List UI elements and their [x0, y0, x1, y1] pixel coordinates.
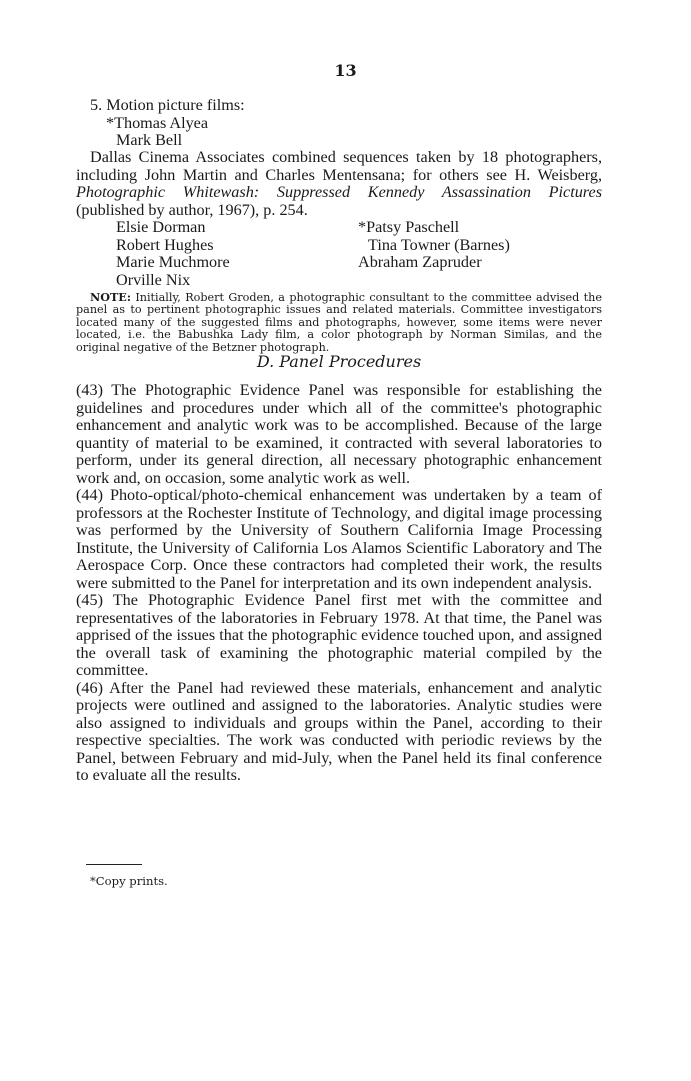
- intro-paragraph: [76, 149, 602, 219]
- paragraph-44: (44) Photo-optical/photo-chemical enhancement was undertaken by a team of professors at the Rochester Institute of Technology, and digital image processing was performed by the University of Southern California Image Processing Institute, the University of California Los Alamos Scientific Laboratory and The Aerospace Corp. Once these contractors had completed their work, the results were submitted to the Panel for interpretation and its own independent analysis.: [76, 486, 602, 592]
- note-text: Initially, Robert Groden, a photographic consultant to the committee advised the panel as to pertinent photographic issues and related materials. Committee investigators located many of the suggested films and photographs, however, some items were never located, i.e. the Babushka Lady film, a color photograph by Norman Similas, and the original negative of the Betzner photograph.: [76, 291, 602, 354]
- section-heading: D. Panel Procedures: [256, 352, 422, 371]
- film-list: [90, 97, 245, 150]
- note-paragraph: [76, 291, 602, 354]
- photographer-names: [116, 219, 596, 289]
- intro-text: Dallas Cinema Associates combined sequences taken by 18 photographers, including John Martin and Charles Mentensana; for others see H. Weisberg,: [76, 148, 602, 184]
- name-left: Robert Hughes: [116, 235, 214, 254]
- paragraph-45: (45) The Photographic Evidence Panel first met with the committee and representatives of the laboratories in February 1978. At that time, the Panel was apprised of the issues that the photographic evidence touched upon, and assigned the overall task of examining the photographic material compiled by the committee.: [76, 591, 602, 679]
- name-left: Elsie Dorman: [116, 218, 206, 236]
- name-right: Tina Towner (Barnes): [368, 235, 510, 254]
- page-number: 13: [334, 61, 357, 80]
- footnote: *Copy prints.: [90, 874, 168, 888]
- paragraph-43: (43) The Photographic Evidence Panel was responsible for establishing the guidelines and procedures under which all of the committee's photographic enhancement and analytic work was to be accomplished. Because of the large quantity of material to be examined, it contracted with several laboratories to perform, under its general direction, all necessary photographic enhancement work and, on occasion, some analytic work as well.: [76, 381, 602, 487]
- procedure-paragraphs: [76, 382, 602, 785]
- name-left: Orville Nix: [116, 270, 191, 289]
- note-label: NOTE:: [90, 290, 131, 304]
- name-right: Abraham Zapruder: [358, 253, 482, 271]
- paragraph-46: (46) After the Panel had reviewed these materials, enhancement and analytic projects were outlined and assigned to the laboratories. Analytic studies were also assigned to individuals and groups within the Panel, according to their respective specialties. The work was conducted with periodic reviews by the Panel, between February and mid-July, when the Panel held its final conference to evaluate all the results.: [76, 678, 602, 784]
- book-title: Photographic Whitewash: Suppressed Kennedy Assassination Pictures: [76, 183, 602, 201]
- film-list-item: *Thomas Alyea: [106, 113, 209, 132]
- name-left: Marie Muchmore: [116, 253, 230, 271]
- film-list-heading: 5. Motion picture films:: [90, 96, 245, 114]
- film-list-item: Mark Bell: [116, 131, 183, 149]
- footnote-rule: [86, 864, 142, 865]
- intro-citation: (published by author, 1967), p. 254.: [76, 200, 308, 219]
- name-right: *Patsy Paschell: [358, 218, 460, 236]
